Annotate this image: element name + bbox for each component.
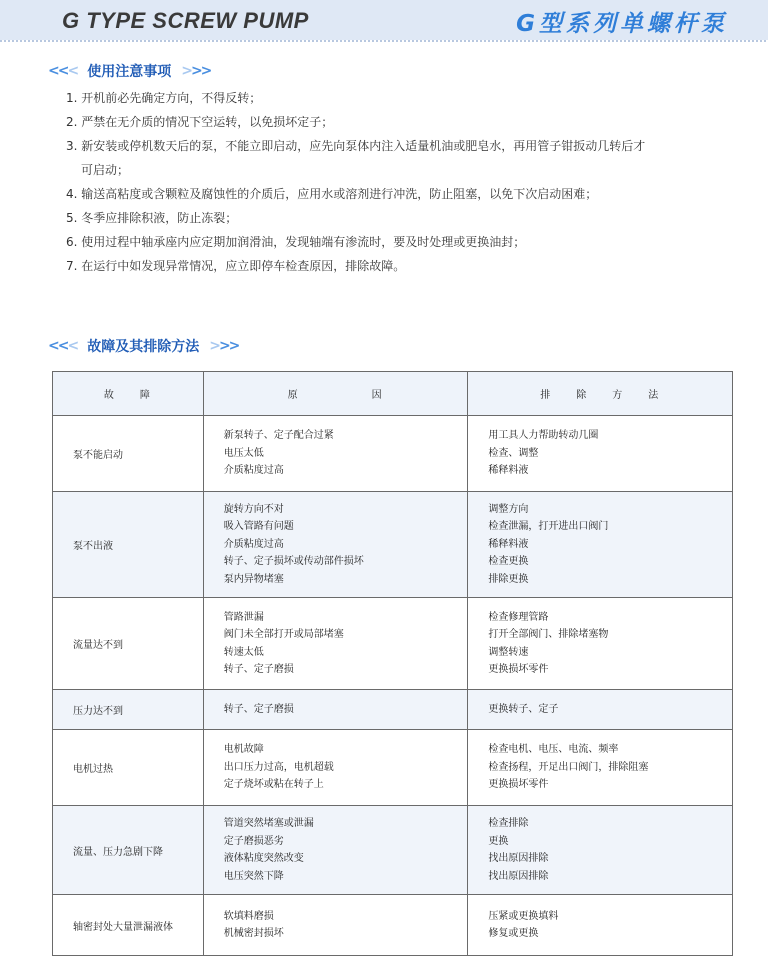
cause-cell <box>203 416 468 492</box>
remedy-line: 检查修理管路 <box>488 611 549 623</box>
remedy-cell <box>468 806 733 895</box>
remedy-line: 调整转速 <box>488 646 529 658</box>
remedy-line: 检查扬程，开足出口阀门，排除阻塞 <box>488 761 649 773</box>
usage-note: 2. 严禁在无介质的情况下空运转，以免损坏定子； <box>66 115 334 129</box>
column-header-remedy: 排 除 方 法 <box>468 372 733 416</box>
remedy-line: 稀释料液 <box>488 538 529 550</box>
header-title-cn: G型系列单螺杆泵 <box>516 11 728 37</box>
fault-cell: 轴密封处大量泄漏液体 <box>53 895 204 956</box>
remedy-line: 调整方向 <box>488 503 529 515</box>
header-title-en: G TYPE SCREW PUMP <box>62 8 309 33</box>
usage-note: 5. 冬季应排除积液，防止冻裂； <box>66 211 238 225</box>
fault-section-heading <box>48 336 238 356</box>
cause-cell <box>203 806 468 895</box>
remedy-line: 更换转子、定子 <box>488 703 559 715</box>
usage-note: 6. 使用过程中轴承座内应定期加润滑油，发现轴端有渗流时，要及时处理或更换油封； <box>66 235 526 249</box>
fault-heading-text: 故障及其排除方法 <box>87 339 200 355</box>
chevron-right-icon: >>> <box>209 338 239 354</box>
cause-line: 定子烧坏或粘在转子上 <box>223 779 324 791</box>
cause-cell <box>203 690 468 730</box>
table-row <box>53 730 733 806</box>
fault-table <box>52 371 733 956</box>
cause-line: 转速太低 <box>223 646 264 658</box>
usage-note: 3. 新安装或停机数天后的泵，不能立即启动，应先向泵体内注入适量机油或肥皂水，再用管子钳扳动几转后才 <box>66 139 646 153</box>
cause-line: 转子、定子磨损 <box>223 664 294 675</box>
column-header-cause: 原 因 <box>203 372 468 416</box>
cause-line: 液体粘度突然改变 <box>223 853 304 864</box>
cause-line: 定子磨损恶劣 <box>223 835 284 847</box>
chevron-right-icon: >>> <box>181 63 211 79</box>
remedy-line: 检查排除 <box>488 818 529 829</box>
chevron-left-icon: <<< <box>48 63 78 79</box>
remedy-cell <box>468 598 733 690</box>
chevron-left-icon: <<< <box>48 338 78 354</box>
usage-note: 可启动； <box>81 163 130 177</box>
fault-cell: 流量达不到 <box>53 598 204 690</box>
cause-cell <box>203 895 468 956</box>
remedy-cell <box>468 690 733 730</box>
header-divider <box>0 40 768 42</box>
usage-heading-text: 使用注意事项 <box>87 64 172 80</box>
table-row <box>53 806 733 895</box>
remedy-line: 排除更换 <box>488 573 529 585</box>
remedy-cell <box>468 492 733 598</box>
remedy-line: 压紧或更换填料 <box>488 910 559 922</box>
fault-cell: 泵不出液 <box>53 492 204 598</box>
remedy-line: 更换 <box>488 835 509 847</box>
cause-line: 介质粘度过高 <box>223 465 284 477</box>
remedy-line: 更换损坏零件 <box>488 779 549 791</box>
remedy-line: 检查泄漏，打开进出口阀门 <box>488 521 609 533</box>
remedy-line: 稀释料液 <box>488 465 529 477</box>
cause-line: 电压太低 <box>223 447 264 459</box>
remedy-line: 打开全部阀门、排除堵塞物 <box>488 629 609 640</box>
table-row <box>53 690 733 730</box>
remedy-line: 检查更换 <box>488 556 529 568</box>
column-header-fault: 故 障 <box>53 372 204 416</box>
remedy-line: 用工具人力帮助转动几圈 <box>488 430 599 442</box>
cause-cell <box>203 492 468 598</box>
remedy-line: 检查电机、电压、电流、频率 <box>488 744 619 756</box>
cause-cell <box>203 730 468 806</box>
cause-line: 转子、定子损坏或传动部件损坏 <box>223 556 364 568</box>
remedy-line: 找出原因排除 <box>488 870 549 882</box>
cause-line: 转子、定子磨损 <box>223 703 294 715</box>
cause-line: 出口压力过高，电机超载 <box>223 761 334 773</box>
remedy-line: 更换损坏零件 <box>488 664 549 675</box>
cause-line: 吸入管路有问题 <box>223 521 294 533</box>
cause-line: 电机故障 <box>223 744 264 756</box>
usage-notes-list <box>66 86 746 278</box>
remedy-cell <box>468 895 733 956</box>
usage-note: 4. 输送高粘度或含颗粒及腐蚀性的介质后，应用水或溶剂进行冲洗，防止阻塞，以免下次启动困难； <box>66 187 598 201</box>
cause-cell <box>203 598 468 690</box>
header-band <box>0 0 768 40</box>
cause-line: 管道突然堵塞或泄漏 <box>223 818 314 829</box>
cause-line: 介质粘度过高 <box>223 538 284 550</box>
cause-line: 电压突然下降 <box>223 870 284 882</box>
remedy-cell <box>468 416 733 492</box>
fault-cell: 压力达不到 <box>53 690 204 730</box>
cause-line: 软填料磨损 <box>223 910 274 922</box>
cause-line: 阀门未全部打开或局部堵塞 <box>223 629 344 640</box>
usage-note: 7. 在运行中如发现异常情况，应立即停车检查原因，排除故障。 <box>66 259 406 273</box>
cause-line: 机械密封损坏 <box>223 928 284 939</box>
cause-line: 管路泄漏 <box>223 611 264 623</box>
table-row <box>53 492 733 598</box>
cause-line: 旋转方向不对 <box>223 503 284 515</box>
fault-cell: 泵不能启动 <box>53 416 204 492</box>
remedy-line: 找出原因排除 <box>488 853 549 864</box>
fault-cell: 流量、压力急剧下降 <box>53 806 204 895</box>
remedy-line: 检查、调整 <box>488 447 539 459</box>
table-row <box>53 598 733 690</box>
fault-table-header <box>53 372 733 416</box>
cause-line: 泵内异物堵塞 <box>223 573 284 585</box>
usage-section-heading <box>48 61 210 81</box>
remedy-cell <box>468 730 733 806</box>
fault-cell: 电机过热 <box>53 730 204 806</box>
usage-note: 1. 开机前必先确定方向，不得反转； <box>66 91 262 105</box>
table-row <box>53 895 733 956</box>
remedy-line: 修复或更换 <box>488 928 539 939</box>
table-row <box>53 416 733 492</box>
cause-line: 新泵转子、定子配合过紧 <box>223 430 334 442</box>
